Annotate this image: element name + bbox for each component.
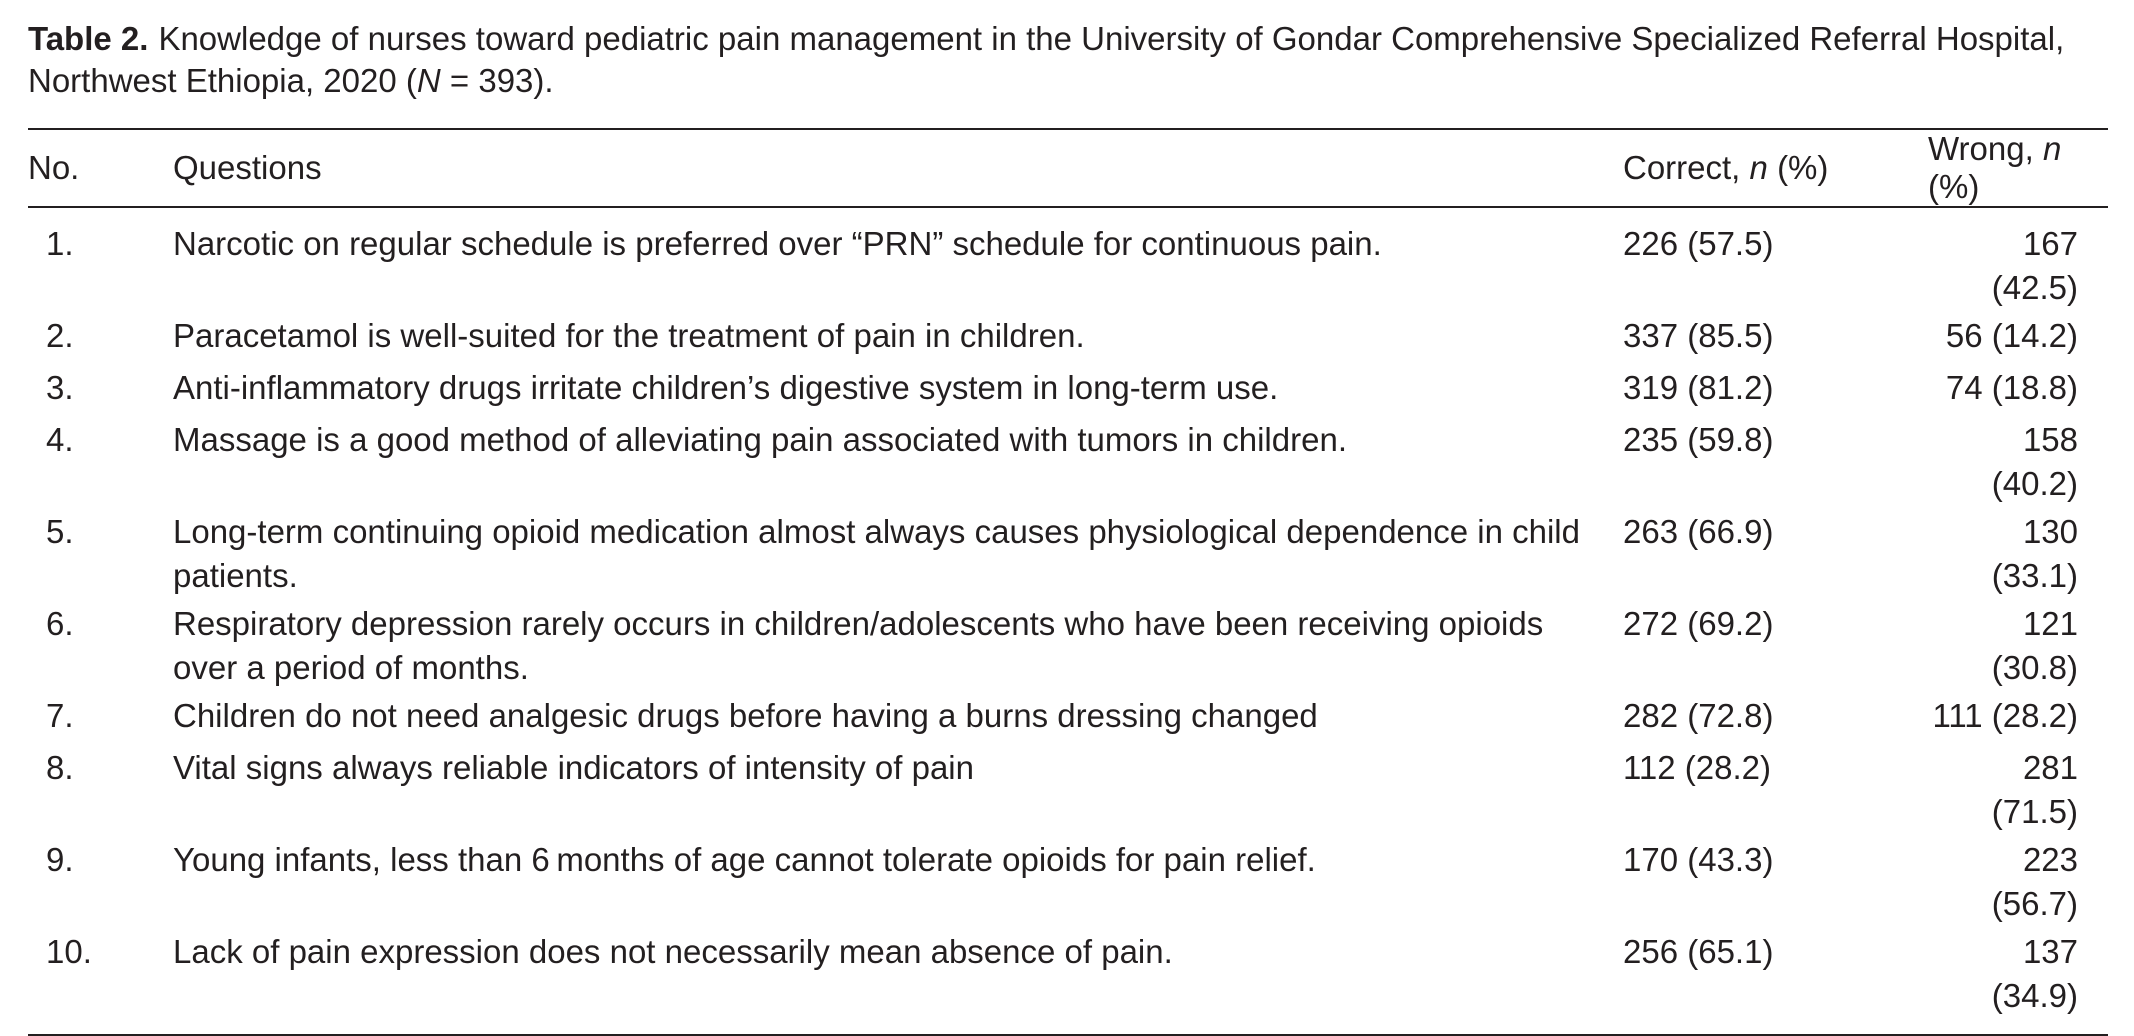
row-wrong: 74 (18.8) — [1945, 369, 2078, 406]
knowledge-table — [28, 128, 2108, 1036]
row-correct: 337 (85.5) — [1623, 317, 1774, 354]
row-wrong: 223 (56.7) — [1991, 841, 2078, 922]
row-correct: 263 (66.9) — [1623, 513, 1774, 550]
header-row — [28, 129, 2108, 207]
header-wrong: Wrong, n (%) — [1928, 130, 2062, 205]
row-number: 4. — [46, 421, 74, 458]
row-number: 3. — [46, 369, 74, 406]
row-correct: 112 (28.2) — [1623, 749, 1771, 786]
table-row — [28, 508, 2108, 600]
row-question: Long-term continuing opioid medication almost always causes physiological dependence in child patients. — [173, 513, 1580, 594]
row-question: Anti-inflammatory drugs irritate children’s digestive system in long-term use. — [173, 369, 1279, 406]
row-wrong: 281 (71.5) — [1991, 749, 2078, 830]
row-question: Narcotic on regular schedule is preferred over “PRN” schedule for continuous pain. — [173, 225, 1382, 262]
table-row — [28, 207, 2108, 312]
row-question: Massage is a good method of alleviating pain associated with tumors in children. — [173, 421, 1347, 458]
table-row — [28, 312, 2108, 364]
row-question: Vital signs always reliable indicators of intensity of pain — [173, 749, 974, 786]
row-number: 5. — [46, 513, 74, 550]
row-wrong: 111 (28.2) — [1932, 697, 2078, 734]
row-number: 10. — [28, 928, 173, 1035]
header-no: No. — [28, 149, 80, 186]
row-correct: 272 (69.2) — [1623, 605, 1774, 642]
row-correct: 282 (72.8) — [1623, 697, 1774, 734]
table-row — [28, 836, 2108, 928]
row-wrong: 167 (42.5) — [1991, 225, 2078, 306]
row-number: 9. — [46, 841, 74, 878]
row-number: 8. — [46, 749, 74, 786]
row-wrong: 137 (34.9) — [1928, 928, 2108, 1035]
row-number: 6. — [46, 605, 74, 642]
table-row — [28, 692, 2108, 744]
row-wrong: 130 (33.1) — [1991, 513, 2078, 594]
table-caption — [28, 18, 2108, 102]
row-question: Young infants, less than 6 months of age cannot tolerate opioids for pain relief. — [173, 841, 1316, 878]
row-question: Paracetamol is well-suited for the treatment of pain in children. — [173, 317, 1085, 354]
caption-text: Knowledge of nurses toward pediatric pain management in the University of Gondar Comprehensive Specialized Referral Hospital, Northwest Ethiopia, 2020 ( — [28, 20, 2065, 99]
row-number: 2. — [46, 317, 74, 354]
row-correct: 256 (65.1) — [1623, 928, 1928, 1035]
table-row — [28, 600, 2108, 692]
row-question: Respiratory depression rarely occurs in children/adolescents who have been receiving opioids over a period of months. — [173, 605, 1544, 686]
table-label: Table 2. — [28, 20, 149, 57]
row-wrong: 158 (40.2) — [1991, 421, 2078, 502]
table-row — [28, 364, 2108, 416]
caption-n-symbol: N — [416, 62, 441, 99]
row-wrong: 56 (14.2) — [1945, 317, 2078, 354]
row-question: Children do not need analgesic drugs before having a burns dressing changed — [173, 697, 1318, 734]
row-correct: 235 (59.8) — [1623, 421, 1774, 458]
row-number: 7. — [46, 697, 74, 734]
header-correct: Correct, n (%) — [1623, 149, 1829, 186]
header-questions: Questions — [173, 149, 322, 186]
caption-text-end: = 393). — [440, 62, 554, 99]
row-correct: 226 (57.5) — [1623, 225, 1774, 262]
row-correct: 170 (43.3) — [1623, 841, 1774, 878]
table-row — [28, 416, 2108, 508]
table-row — [28, 928, 2108, 1035]
row-number: 1. — [46, 225, 74, 262]
table-row — [28, 744, 2108, 836]
row-correct: 319 (81.2) — [1623, 369, 1774, 406]
row-wrong: 121 (30.8) — [1991, 605, 2078, 686]
row-question: Lack of pain expression does not necessarily mean absence of pain. — [173, 928, 1623, 1035]
